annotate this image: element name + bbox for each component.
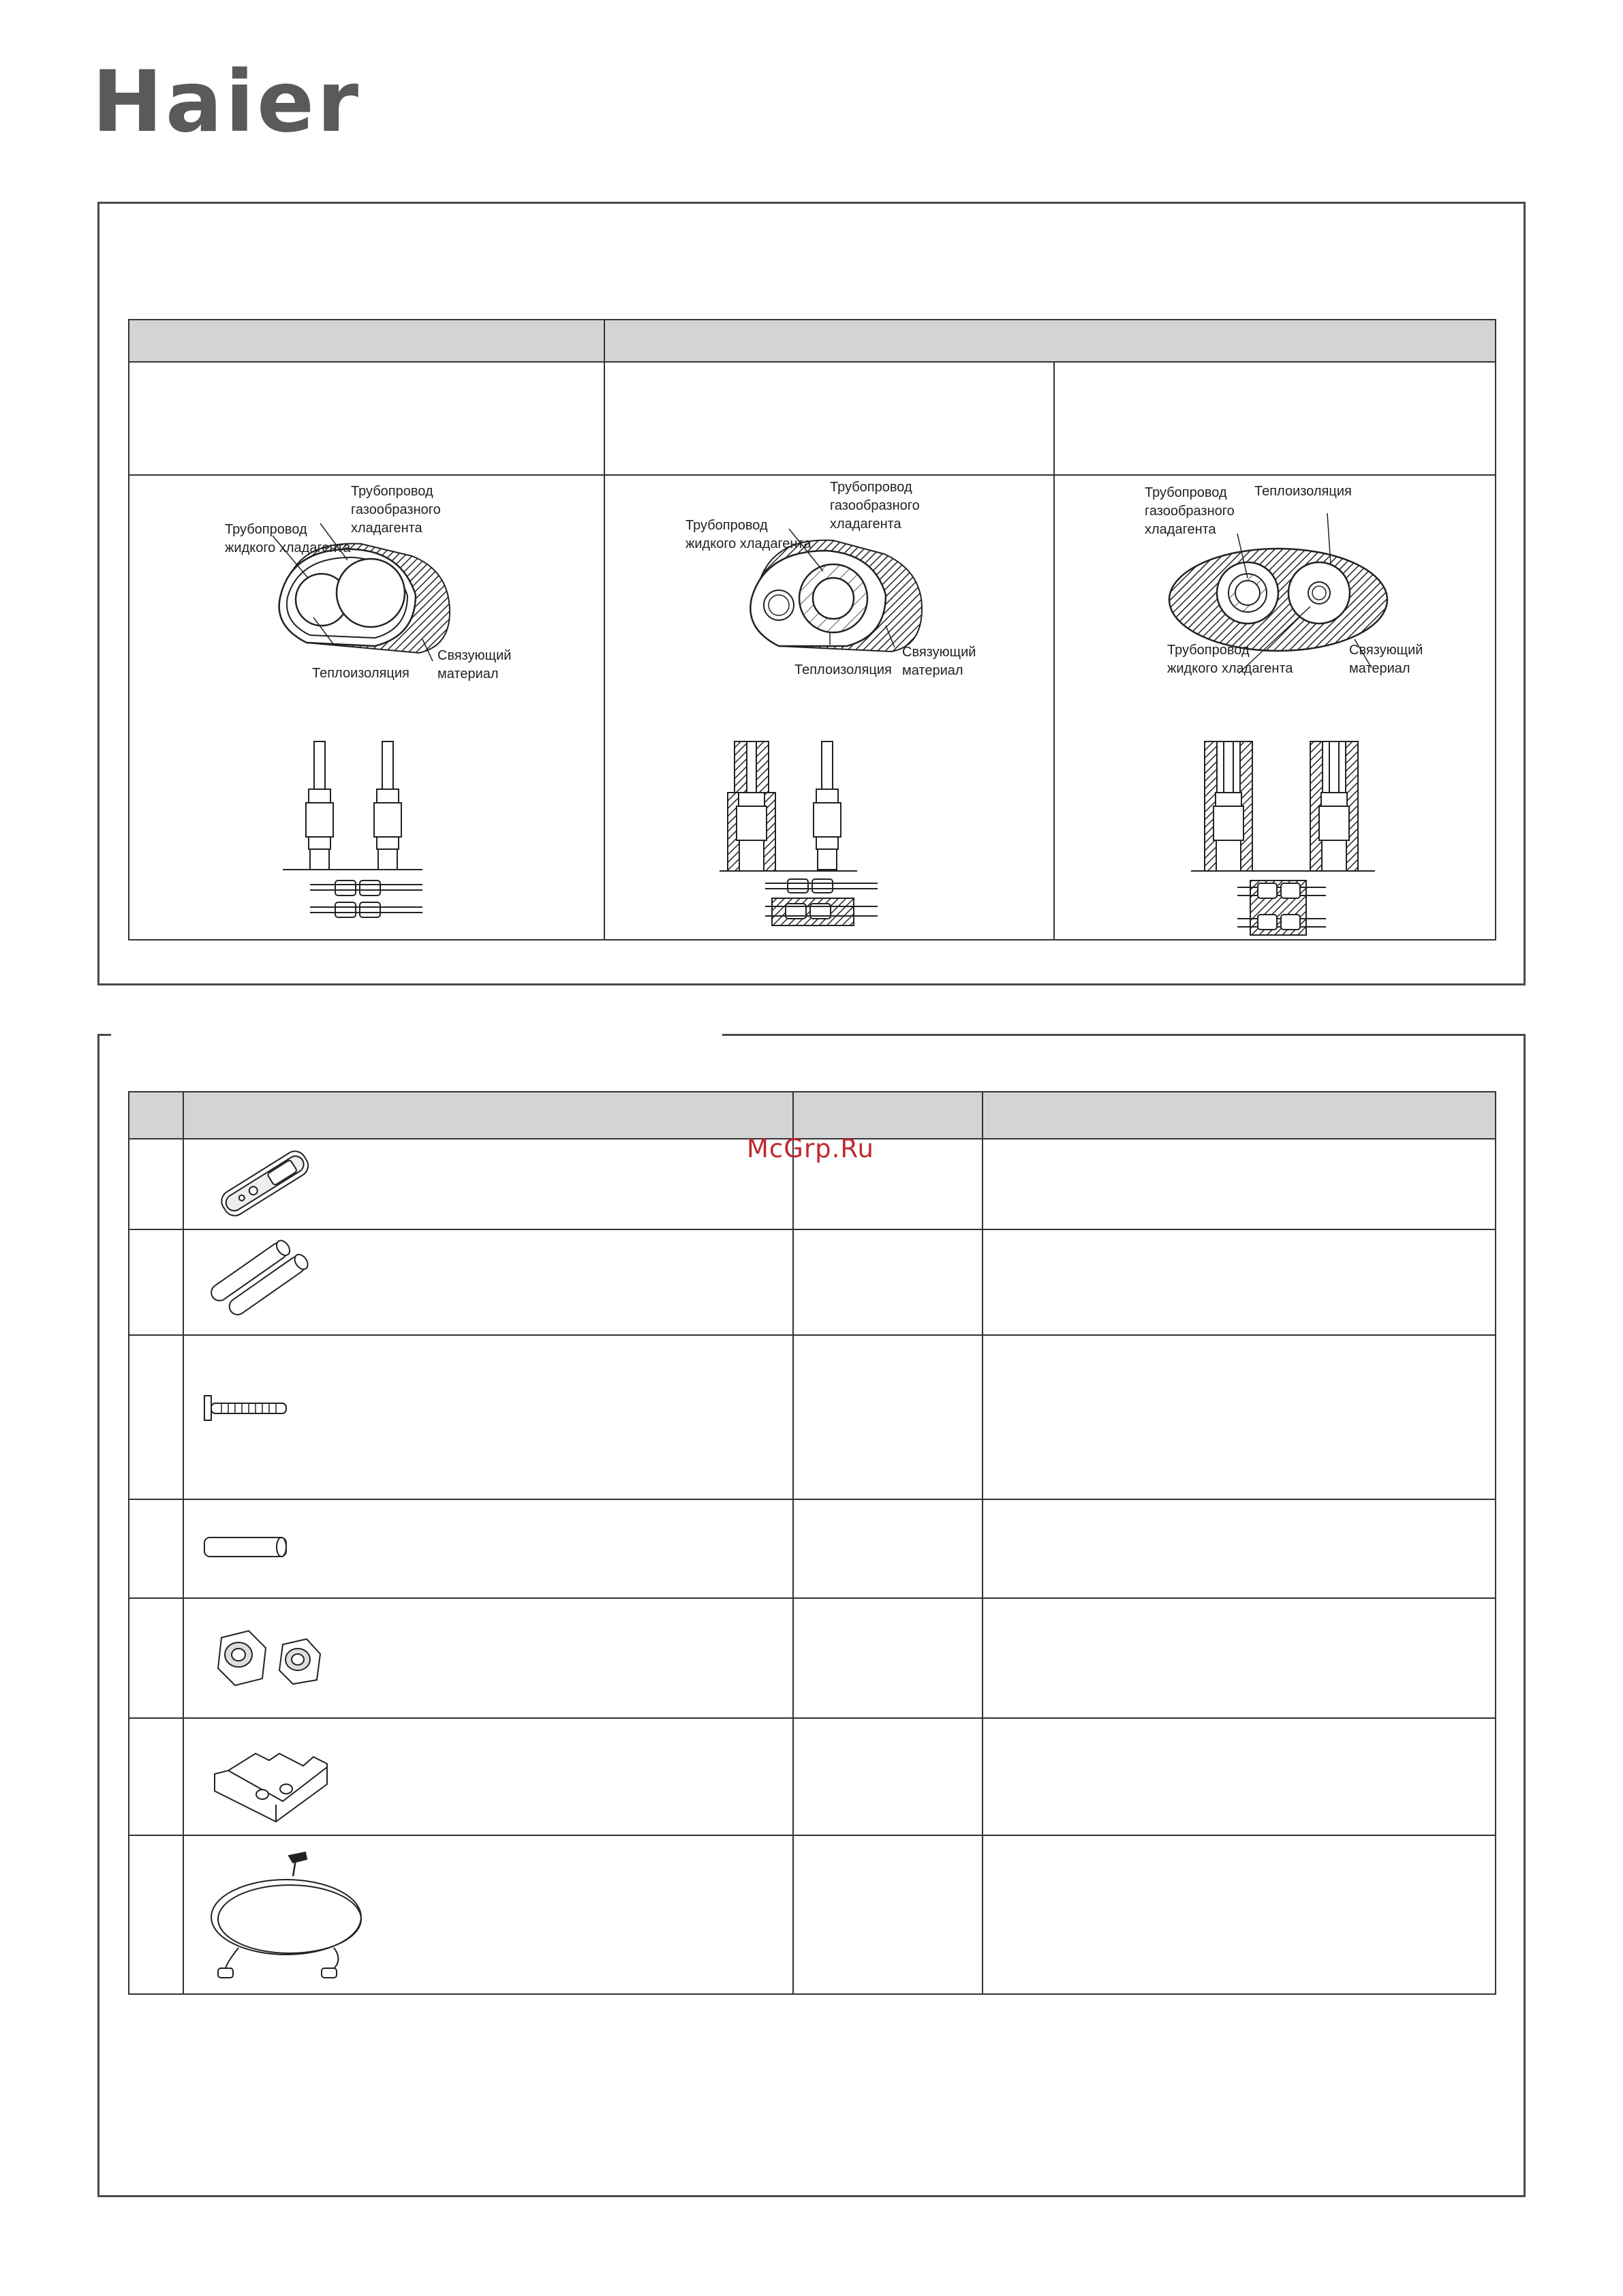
liquid-pipe-label-2: Трубопровод жидкого хладагента (685, 518, 812, 551)
binder-label-2: Связующий материал (902, 645, 976, 678)
pipe-cross-section-1 (129, 476, 604, 939)
table-header-row (129, 1092, 1495, 1139)
pipe-cross-section-2 (605, 476, 1053, 939)
plug-sleeve-icon (201, 1532, 296, 1563)
brand-logo: Haier (92, 53, 362, 151)
insulation-label-1: Теплоизоляция (312, 666, 409, 681)
mounting-clip-icon (201, 1726, 337, 1828)
pipe-figure-1 (129, 476, 604, 939)
insulation-label-2: Теплоизоляция (794, 662, 892, 677)
pipe-figure-3 (1055, 476, 1495, 939)
gas-pipe-label-3: Трубопровод газообразного хладагента (1145, 485, 1235, 537)
insulation-label-3: Теплоизоляция (1254, 484, 1352, 499)
pipe-insulation-table (128, 319, 1496, 940)
batteries-icon (204, 1232, 313, 1328)
accessories-table (128, 1091, 1496, 1995)
liquid-pipe-label-3: Трубопровод жидкого хладагента (1167, 643, 1293, 676)
remote-control-icon (204, 1148, 320, 1223)
liquid-pipe-label-1: Трубопровод жидкого хладагента (225, 522, 351, 555)
binder-label-1: Связующий материал (437, 648, 512, 682)
pipe-figure-2 (605, 476, 1053, 939)
table-header-row (129, 320, 1495, 363)
binder-label-3: Связующий материал (1349, 643, 1423, 676)
watermark: McGrp.Ru (747, 1134, 874, 1163)
gas-pipe-label-1: Трубопровод газообразного хладагента (351, 484, 441, 536)
gas-pipe-label-2: Трубопровод газообразного хладагента (830, 480, 920, 532)
flare-nut-icon (201, 1624, 344, 1699)
cable-icon (198, 1846, 375, 1989)
screw-icon (201, 1392, 296, 1426)
pipe-cross-section-3 (1055, 476, 1495, 939)
